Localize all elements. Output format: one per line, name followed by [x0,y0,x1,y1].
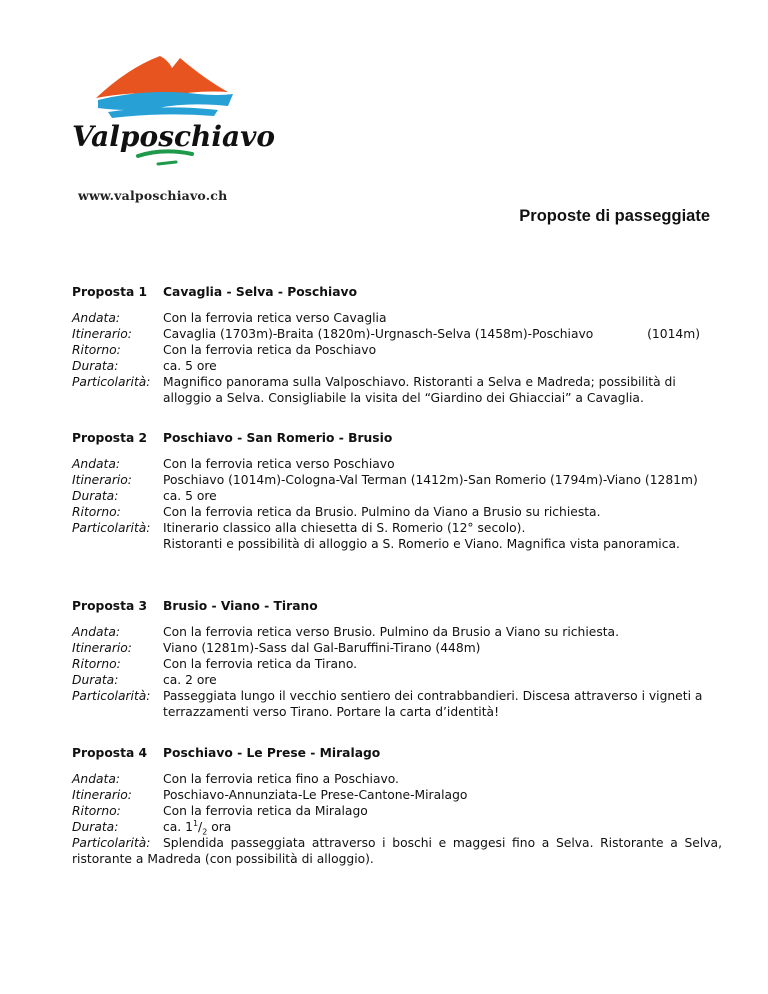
value-andata: Con la ferrovia retica verso Poschiavo [163,457,395,471]
proposal-number: Proposta 3 [72,599,148,613]
label-blank [72,536,163,552]
value-particolarita-cont: Ristoranti e possibilità di alloggio a S. Romerio e Viano. Magnifica vista panoramica. [163,537,680,551]
label-itinerario: Itinerario: [72,473,132,487]
value-ritorno: Con la ferrovia retica da Miralago [163,804,368,818]
value-particolarita: Splendida passeggiata attraverso i boschi e maggesi fino a Selva. Ristorante a Selva, ristorante a Madreda (con possibilità di alloggio). [72,836,722,866]
value-ritorno: Con la ferrovia retica da Brusio. Pulmino da Viano a Brusio su richiesta. [163,505,601,519]
label-itinerario: Itinerario: [72,641,132,655]
proposal-2 [72,430,722,552]
value-particolarita: Magnifico panorama sulla Valposchiavo. Ristoranti a Selva e Madreda; possibilità di alloggio a Selva. Consigliabile la visita del “Giardino dei Ghiacciai” a Cavaglia. [163,375,676,405]
proposal-number: Proposta 2 [72,431,148,445]
proposal-number: Proposta 1 [72,285,148,299]
label-durata: Durata: [72,359,119,373]
label-particolarita: Particolarità: [72,836,151,850]
logo-graphic [68,50,276,190]
value-durata: ca. 5 ore [163,489,217,503]
page-title: Proposte di passeggiate [519,207,710,225]
logo-url: www.valposchiavo.ch [78,188,228,203]
value-particolarita: Itinerario classico alla chiesetta di S. Romerio (12° secolo). [163,521,526,535]
value-durata: ca. 5 ore [163,359,217,373]
value-ritorno: Con la ferrovia retica da Tirano. [163,657,358,671]
proposal-1 [72,284,722,406]
label-particolarita: Particolarità: [72,375,151,389]
label-ritorno: Ritorno: [72,343,121,357]
label-durata: Durata: [72,489,119,503]
label-ritorno: Ritorno: [72,505,121,519]
label-andata: Andata: [72,311,121,325]
value-andata: Con la ferrovia retica verso Cavaglia [163,311,387,325]
label-durata: Durata: [72,673,119,687]
value-itinerario-end: (1014m) [647,327,700,341]
proposal-route: Brusio - Viano - Tirano [163,599,318,613]
label-itinerario: Itinerario: [72,327,132,341]
label-andata: Andata: [72,772,121,786]
value-andata: Con la ferrovia retica verso Brusio. Pulmino da Brusio a Viano su richiesta. [163,625,619,639]
value-itinerario: Poschiavo-Annunziata-Le Prese-Cantone-Miralago [163,788,468,802]
particolarita-paragraph [72,835,722,867]
value-particolarita: Passeggiata lungo il vecchio sentiero dei contrabbandieri. Discesa attraverso i vigneti a terrazzamenti verso Tirano. Portare la carta d’identità! [163,689,703,719]
label-particolarita: Particolarità: [72,689,151,703]
label-ritorno: Ritorno: [72,657,121,671]
value-durata: ca. 2 ore [163,673,217,687]
proposal-route: Poschiavo - Le Prese - Miralago [163,746,381,760]
valposchiavo-logo [68,50,276,210]
value-andata: Con la ferrovia retica fino a Poschiavo. [163,772,399,786]
label-itinerario: Itinerario: [72,788,132,802]
proposal-route: Cavaglia - Selva - Poschiavo [163,285,358,299]
label-andata: Andata: [72,625,121,639]
label-particolarita: Particolarità: [72,521,151,535]
logo-wordmark: Valposchiavo [72,120,276,153]
label-ritorno: Ritorno: [72,804,121,818]
proposal-route: Poschiavo - San Romerio - Brusio [163,431,393,445]
proposal-number: Proposta 4 [72,746,148,760]
label-durata: Durata: [72,820,119,834]
proposal-3 [72,598,722,720]
value-itinerario: Viano (1281m)-Sass dal Gal-Baruffini-Tirano (448m) [163,641,481,655]
value-ritorno: Con la ferrovia retica da Poschiavo [163,343,377,357]
label-andata: Andata: [72,457,121,471]
value-itinerario: Poschiavo (1014m)-Cologna-Val Terman (1412m)-San Romerio (1794m)-Viano (1281m) [163,473,698,487]
value-itinerario: Cavaglia (1703m)-Braita (1820m)-Urgnasch-Selva (1458m)-Poschiavo [163,327,594,341]
value-durata: ca. $1^1/_2$ ora [163,818,232,837]
proposal-4 [72,745,722,867]
